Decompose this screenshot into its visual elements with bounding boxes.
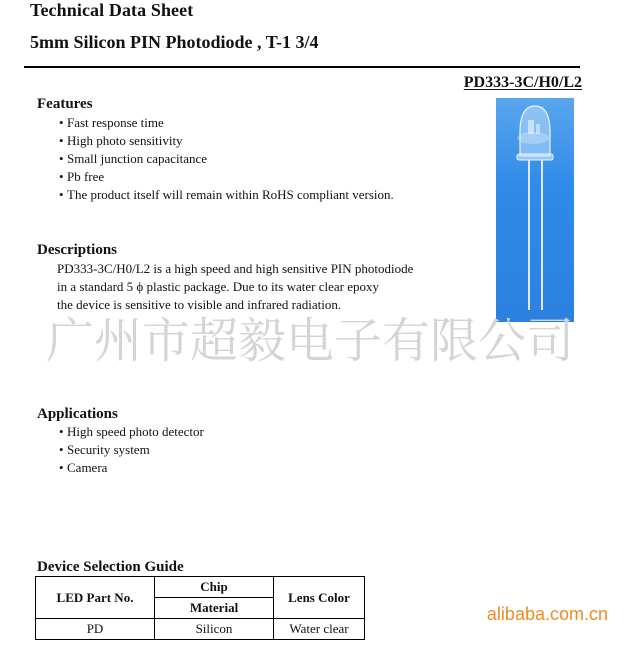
applications-heading: Applications xyxy=(37,406,118,422)
description-line: PD333-3C/H0/L2 is a high speed and high sensitive PIN photodiode xyxy=(57,261,414,276)
header-divider xyxy=(24,66,580,68)
photodiode-photo-icon xyxy=(496,98,574,322)
description-line: in a standard 5 ϕ plastic package. Due to its water clear epoxy xyxy=(57,279,379,294)
list-item: • High speed photo detector xyxy=(59,423,204,441)
col-part-header: LED Part No. xyxy=(36,577,155,619)
document-title: Technical Data Sheet xyxy=(30,0,194,20)
col-material-header: Material xyxy=(155,598,274,619)
descriptions-heading: Descriptions xyxy=(37,242,117,258)
cell-material: Silicon xyxy=(155,619,274,640)
applications-list xyxy=(59,423,204,477)
col-chip-header: Chip xyxy=(155,577,274,598)
features-heading: Features xyxy=(37,96,93,112)
alibaba-brand: alibaba.com.cn xyxy=(486,604,608,624)
list-item: • Small junction capacitance xyxy=(59,150,394,168)
list-item: • High photo sensitivity xyxy=(59,132,394,150)
selection-guide-table xyxy=(35,576,365,640)
document-subtitle: 5mm Silicon PIN Photodiode , T-1 3/4 xyxy=(30,32,319,52)
table-row xyxy=(36,619,365,640)
cell-lens: Water clear xyxy=(274,619,365,640)
list-item: • Fast response time xyxy=(59,114,394,132)
selection-guide-heading: Device Selection Guide xyxy=(37,559,184,575)
list-item: • Pb free xyxy=(59,168,394,186)
features-list xyxy=(59,114,394,204)
description-line: the device is sensitive to visible and infrared radiation. xyxy=(57,297,342,312)
col-lens-header: Lens Color xyxy=(274,577,365,619)
list-item: • The product itself will remain within RoHS compliant version. xyxy=(59,186,394,204)
list-item: • Security system xyxy=(59,441,204,459)
part-number: PD333-3C/H0/L2 xyxy=(463,74,582,91)
list-item: • Camera xyxy=(59,459,204,477)
company-watermark: 广州市超毅电子有限公司 xyxy=(46,313,575,369)
cell-part: PD xyxy=(36,619,155,640)
